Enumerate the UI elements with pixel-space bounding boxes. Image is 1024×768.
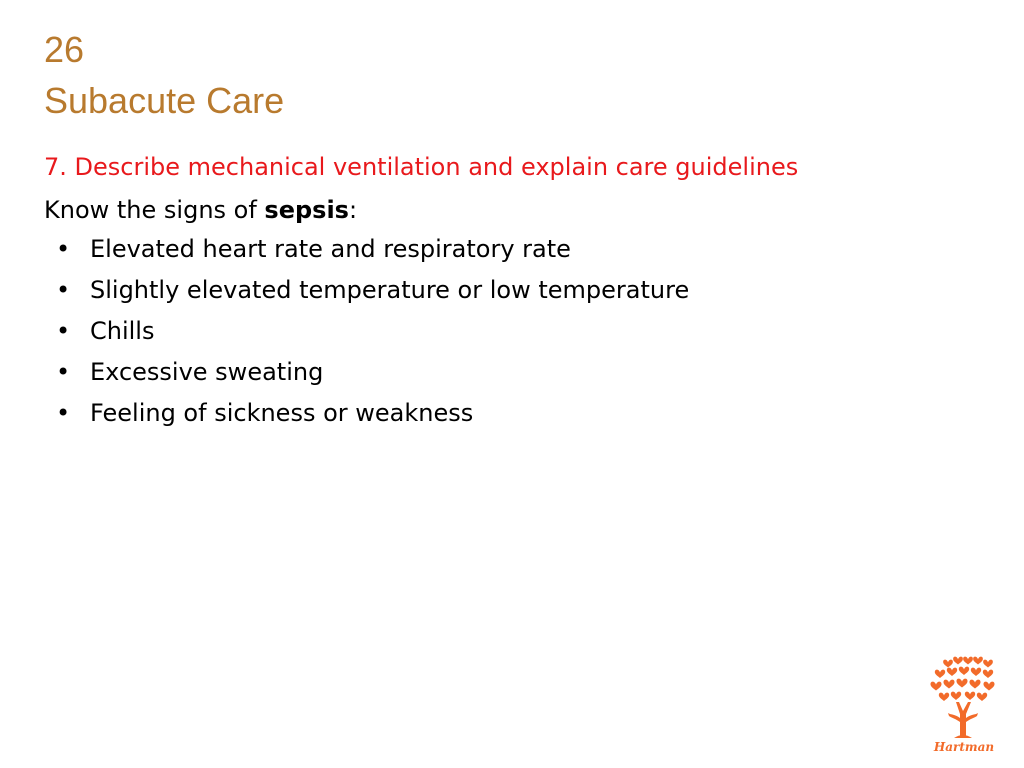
list-item-text: Elevated heart rate and respiratory rate: [90, 235, 571, 263]
list-item-text: Excessive sweating: [90, 358, 324, 386]
intro-suffix: :: [348, 196, 358, 224]
list-item-text: Chills: [90, 317, 155, 345]
publisher-logo: [924, 652, 1004, 756]
bullet-icon: •: [56, 235, 71, 263]
bullet-icon: •: [56, 399, 71, 427]
bullet-icon: •: [56, 276, 71, 304]
list-item: [56, 317, 689, 358]
logo-text: Hartman: [933, 740, 995, 754]
intro-prefix: Know the signs of: [44, 196, 265, 224]
list-item: [56, 358, 689, 399]
learning-objective: 7. Describe mechanical ventilation and explain care guidelines: [44, 153, 799, 181]
list-item: [56, 276, 689, 317]
bullet-icon: •: [56, 358, 71, 386]
list-item: [56, 235, 689, 276]
intro-text: [44, 196, 357, 224]
list-item-text: Slightly elevated temperature or low temperature: [90, 276, 690, 304]
intro-emphasis: sepsis: [264, 196, 349, 224]
chapter-number: 26: [44, 29, 85, 70]
list-item: [56, 399, 689, 440]
list-item-text: Feeling of sickness or weakness: [90, 399, 474, 427]
heart-tree-logo-icon: [924, 652, 1004, 756]
bullet-icon: •: [56, 317, 71, 345]
chapter-title: Subacute Care: [44, 80, 285, 121]
sepsis-signs-list: [56, 235, 689, 440]
